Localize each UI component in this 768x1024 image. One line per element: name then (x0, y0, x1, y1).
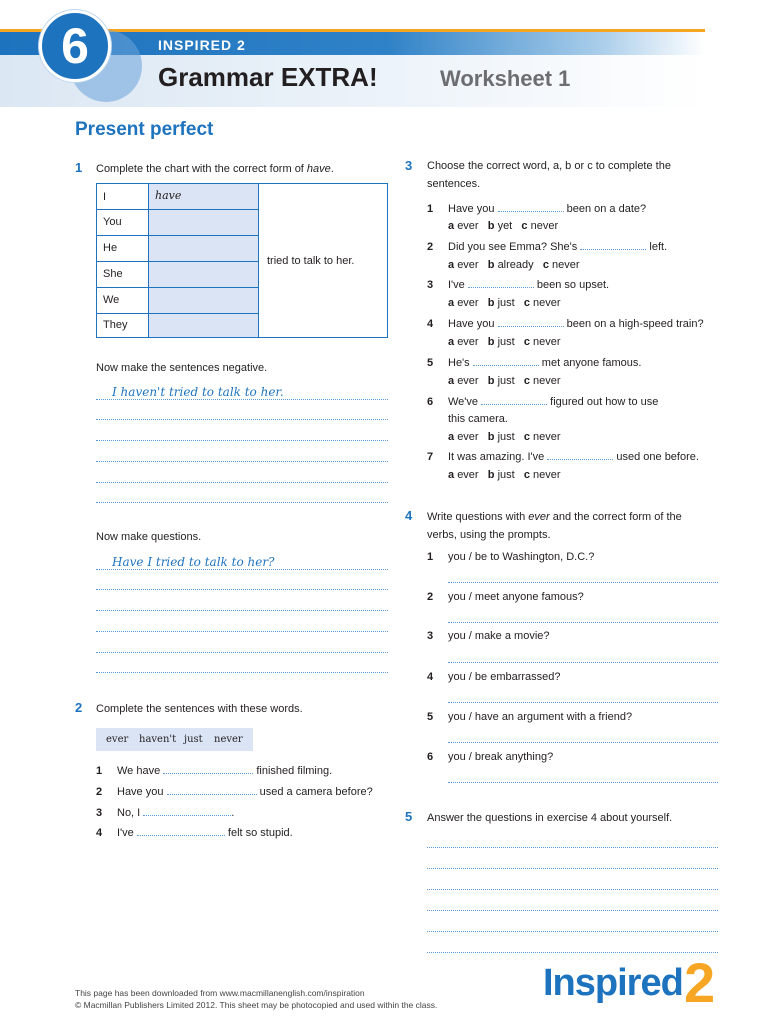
inspired-logo: Inspired (543, 962, 683, 1004)
unit-badge (39, 10, 111, 82)
chart-phrase: tried to talk to her. (267, 255, 355, 267)
example-answer: have (155, 189, 182, 202)
exercise-4-item: 5 you / have an argument with a friend? (427, 711, 633, 723)
word-never: never (214, 734, 243, 745)
answer-line[interactable] (96, 440, 388, 441)
footer-copyright: © Macmillan Publishers Limited 2012. This sheet may be photocopied and used within the class. (75, 1000, 438, 1010)
exercise-3-item: 1 Have you been on a date? (427, 203, 647, 215)
word-just: just (184, 734, 203, 745)
answer-line[interactable] (448, 622, 718, 623)
have-chart (96, 183, 388, 338)
exercise-3-options: a ever b just c never (448, 431, 561, 443)
footer-credits (75, 987, 437, 1011)
subject-cell: You (103, 216, 122, 228)
answer-line[interactable] (448, 782, 718, 783)
exercise-4-number: 4 (405, 508, 413, 523)
exercise-3-item: 6 We've figured out how to use (427, 396, 659, 408)
blank-field[interactable] (580, 249, 646, 250)
worksheet-label: Worksheet 1 (440, 66, 571, 91)
exercise-3-item: 4 Have you been on a high-speed train? (427, 318, 704, 330)
blank-field[interactable] (163, 773, 253, 774)
blank-field[interactable] (498, 326, 564, 327)
negative-instruction: Now make the sentences negative. (96, 362, 268, 374)
exercise-1-instruction: Complete the chart with the correct form of have. (96, 163, 334, 175)
blank-field[interactable] (137, 835, 225, 836)
exercise-2-item: 4 I've felt so stupid. (96, 827, 293, 839)
blank-field[interactable] (473, 365, 539, 366)
exercise-4-item: 4 you / be embarrassed? (427, 671, 561, 683)
subject-cell: He (103, 242, 118, 254)
exercise-2-item: 3 No, I . (96, 807, 235, 819)
answer-line[interactable] (96, 569, 388, 570)
page-title: Grammar EXTRA! (158, 62, 378, 92)
questions-instruction: Now make questions. (96, 531, 202, 543)
answer-line[interactable] (427, 910, 718, 911)
exercise-5-number: 5 (405, 809, 413, 824)
exercise-5-instruction: Answer the questions in exercise 4 about yourself. (427, 812, 673, 824)
answer-line[interactable] (448, 662, 718, 663)
answer-line[interactable] (96, 631, 388, 632)
subject-cell: She (103, 268, 123, 280)
answer-line[interactable] (427, 889, 718, 890)
blank-field[interactable] (167, 794, 257, 795)
answer-line[interactable] (448, 582, 718, 583)
negative-example: I haven't tried to talk to her. (112, 385, 284, 399)
word-havent: haven't (139, 734, 177, 745)
exercise-3-number: 3 (405, 158, 413, 173)
exercise-4-item: 6 you / break anything? (427, 751, 554, 763)
answer-line[interactable] (427, 931, 718, 932)
word-ever: ever (106, 734, 129, 745)
answer-line[interactable] (96, 419, 388, 420)
answer-line[interactable] (448, 702, 718, 703)
exercise-4-item: 3 you / make a movie? (427, 630, 550, 642)
section-title: Present perfect (75, 119, 214, 140)
exercise-3-options: a ever b just c never (448, 375, 561, 387)
answer-line[interactable] (96, 502, 388, 503)
answer-line[interactable] (96, 610, 388, 611)
exercise-3-options: a ever b just c never (448, 297, 561, 309)
exercise-4-instruction: Write questions with ever and the correct form of the verbs, using the prompts. (427, 511, 682, 541)
exercise-4-item: 1 you / be to Washington, D.C.? (427, 551, 595, 563)
unit-number: 6 (61, 18, 89, 74)
questions-example: Have I tried to talk to her? (112, 555, 275, 569)
exercise-3-options: a ever b yet c never (448, 220, 559, 232)
exercise-3-options: a ever b just c never (448, 469, 561, 481)
answer-line[interactable] (96, 399, 388, 400)
answer-line[interactable] (427, 952, 718, 953)
answer-line[interactable] (427, 847, 718, 848)
exercise-1-number: 1 (75, 160, 83, 175)
answer-line[interactable] (96, 461, 388, 462)
exercise-2-item: 2 Have you used a camera before? (96, 786, 373, 798)
exercise-3-instruction: Choose the correct word, a, b or c to complete the sentences. (427, 160, 671, 190)
footer-download-note: This page has been downloaded from www.macmillanenglish.com/inspiration (75, 988, 365, 998)
inspired-logo-number: 2 (684, 951, 716, 1014)
exercise-3-item: 5 He's met anyone famous. (427, 357, 642, 369)
exercise-2-instruction: Complete the sentences with these words. (96, 703, 303, 715)
exercise-2-number: 2 (75, 700, 83, 715)
answer-line[interactable] (96, 482, 388, 483)
subject-cell: I (103, 191, 107, 203)
blank-field[interactable] (468, 287, 534, 288)
exercise-2-item: 1 We have finished filming. (96, 765, 333, 777)
answer-line[interactable] (427, 868, 718, 869)
answer-line[interactable] (96, 672, 388, 673)
answer-line[interactable] (96, 589, 388, 590)
blank-field[interactable] (481, 404, 547, 405)
subject-cell: They (103, 319, 128, 331)
blank-field[interactable] (498, 211, 564, 212)
blank-field[interactable] (547, 459, 613, 460)
subject-cell: We (103, 294, 120, 306)
exercise-3-options: a ever b just c never (448, 336, 561, 348)
answer-line[interactable] (448, 742, 718, 743)
exercise-3-item: 3 I've been so upset. (427, 279, 610, 291)
exercise-4-item: 2 you / meet anyone famous? (427, 591, 584, 603)
exercise-3-item: 2 Did you see Emma? She's left. (427, 241, 668, 253)
series-name: INSPIRED 2 (158, 37, 246, 53)
exercise-3-item: 7 It was amazing. I've used one before. (427, 451, 699, 463)
answer-line[interactable] (96, 652, 388, 653)
exercise-3-options: a ever b already c never (448, 259, 580, 271)
exercise-3-item-continuation: this camera. (448, 413, 508, 425)
blank-field[interactable] (143, 815, 231, 816)
